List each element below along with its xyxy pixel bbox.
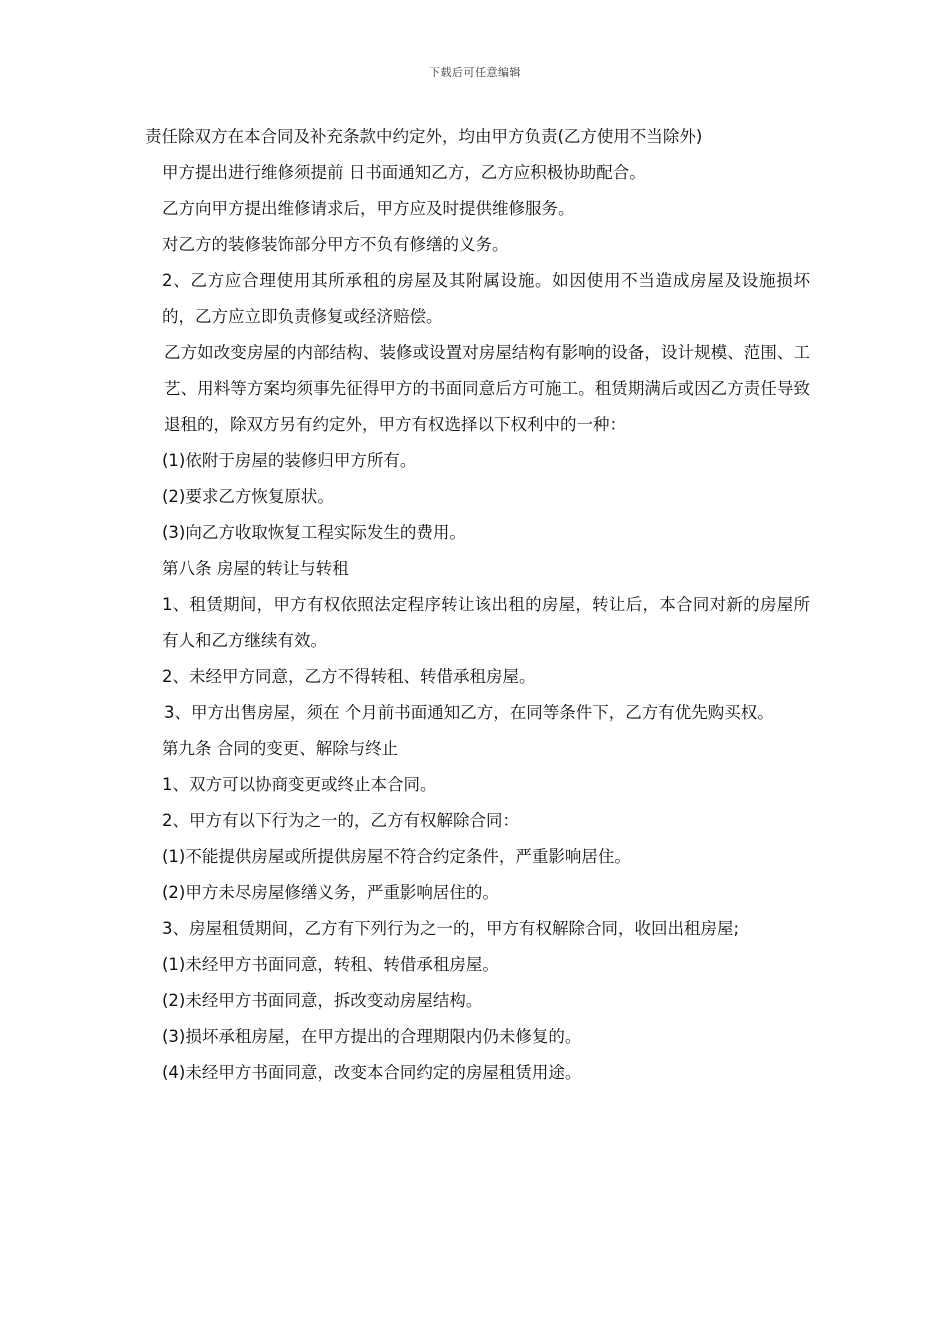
paragraph: 1、租赁期间，甲方有权依照法定程序转让该出租的房屋，转让后，本合同对新的房屋所有人和乙方继续有效。 [162, 595, 810, 650]
list-item: (2)要求乙方恢复原状。 [162, 487, 334, 506]
paragraph: 乙方向甲方提出维修请求后，甲方应及时提供维修服务。 [162, 199, 575, 218]
section-heading: 第九条 合同的变更、解除与终止 [162, 739, 399, 758]
document-body [145, 119, 810, 1091]
section-heading: 第八条 房屋的转让与转租 [162, 559, 349, 578]
paragraph: 3、房屋租赁期间，乙方有下列行为之一的，甲方有权解除合同，收回出租房屋; [162, 919, 740, 938]
page-header: 下载后可任意编辑 [429, 66, 521, 79]
paragraph: 责任除双方在本合同及补充条款中约定外，均由甲方负责(乙方使用不当除外) [145, 127, 703, 146]
paragraph: 2、未经甲方同意，乙方不得转租、转借承租房屋。 [162, 667, 536, 686]
paragraph: 甲方提出进行维修须提前 日书面通知乙方，乙方应积极协助配合。 [162, 163, 646, 182]
paragraph: 1、双方可以协商变更或终止本合同。 [162, 775, 437, 794]
list-item: (1)依附于房屋的装修归甲方所有。 [162, 451, 417, 470]
list-item: (1)不能提供房屋或所提供房屋不符合约定条件，严重影响居住。 [162, 847, 631, 866]
list-item: (2)未经甲方书面同意，拆改变动房屋结构。 [162, 991, 483, 1010]
list-item: (1)未经甲方书面同意，转租、转借承租房屋。 [162, 955, 499, 974]
list-item: (3)损坏承租房屋，在甲方提出的合理期限内仍未修复的。 [162, 1027, 582, 1046]
paragraph: 2、乙方应合理使用其所承租的房屋及其附属设施。如因使用不当造成房屋及设施损坏的，乙方应立即负责修复或经济赔偿。 [162, 271, 810, 326]
paragraph: 对乙方的装修装饰部分甲方不负有修缮的义务。 [162, 235, 509, 254]
paragraph: 2、甲方有以下行为之一的，乙方有权解除合同： [162, 811, 519, 830]
list-item: (4)未经甲方书面同意，改变本合同约定的房屋租赁用途。 [162, 1063, 582, 1082]
paragraph: 3、甲方出售房屋，须在 个月前书面通知乙方，在同等条件下，乙方有优先购买权。 [164, 703, 774, 722]
list-item: (2)甲方未尽房屋修缮义务，严重影响居住的。 [162, 883, 499, 902]
paragraph: 乙方如改变房屋的内部结构、装修或设置对房屋结构有影响的设备，设计规模、范围、工艺、用料等方案均须事先征得甲方的书面同意后方可施工。租赁期满后或因乙方责任导致退租的，除双方另有约定外，甲方有权选择以下权利中的一种： [164, 343, 810, 434]
list-item: (3)向乙方收取恢复工程实际发生的费用。 [162, 523, 466, 542]
